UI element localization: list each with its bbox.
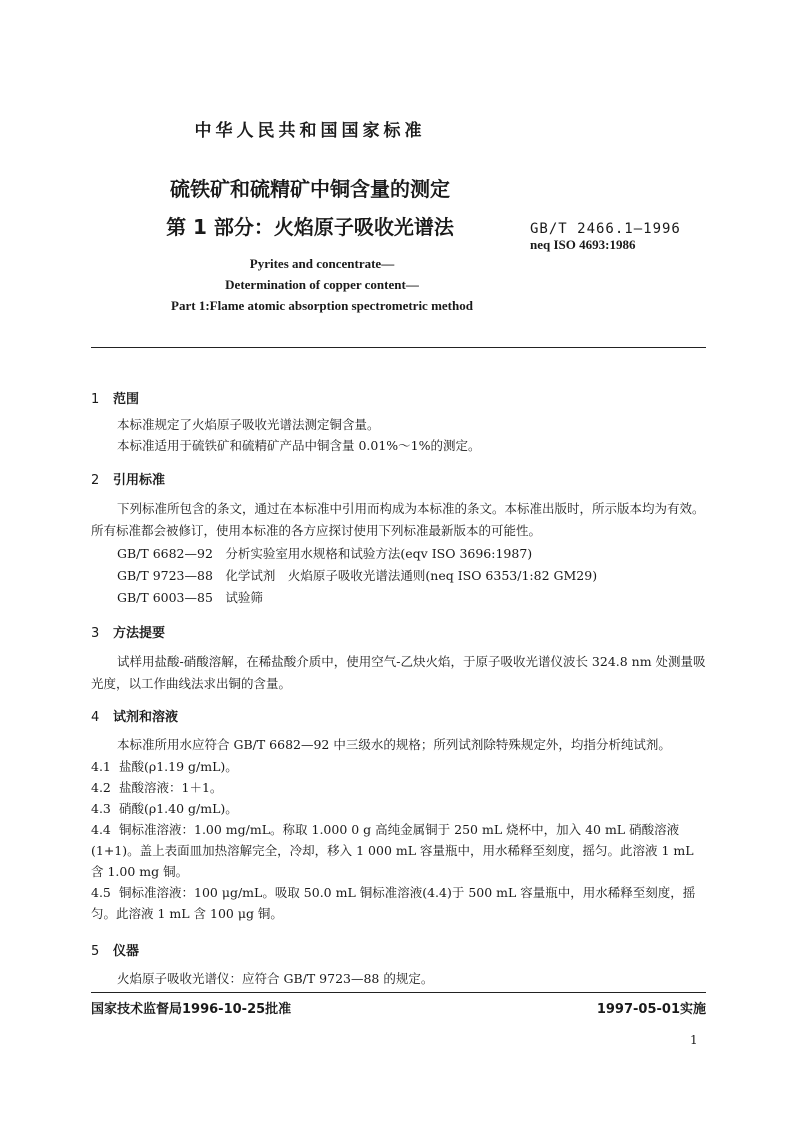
item-number: 4.2 <box>91 780 111 795</box>
reference-gb6682: GB/T 6682—92 分析实验室用水规格和试验方法(eqv ISO 3696:1987) <box>117 546 533 561</box>
section-2-paragraph-text: 下列标准所包含的条文，通过在本标准中引用而构成为本标准的条文。本标准出版时，所示版本均为有效。所有标准都会被修订，使用本标准的各方应探讨使用下列标准最新版本的可能性。 <box>91 501 705 538</box>
page-number: 1 <box>690 1033 698 1047</box>
section-3-heading <box>91 622 165 641</box>
section-number: 2 <box>91 473 100 488</box>
item-number: 4.5 <box>91 885 111 900</box>
item-number: 4.4 <box>91 822 111 837</box>
section-1-heading <box>91 388 139 407</box>
section-title: 范围 <box>113 392 140 407</box>
section-2-paragraph <box>91 498 706 542</box>
document-title-line2: 第 1 部分：火焰原子吸收光谱法 <box>166 215 454 239</box>
section-3-paragraph-text: 试样用盐酸-硝酸溶解，在稀盐酸介质中，使用空气-乙炔火焰，于原子吸收光谱仪波长 324.8 nm 处测量吸光度，以工作曲线法求出铜的含量。 <box>91 654 706 691</box>
english-title-line2: Determination of copper content— <box>225 277 419 292</box>
reagent-item-4-2 <box>91 777 706 798</box>
section-number: 5 <box>91 944 100 959</box>
item-text: 盐酸溶液：1＋1。 <box>119 780 223 795</box>
item-text: 铜标准溶液：1.00 mg/mL。称取 1.000 0 g 高纯金属铜于 250 mL 烧杯中，加入 40 mL 硝酸溶液(1+1)。盖上表面皿加热溶解完全，冷却，移入 1 000 mL 容量瓶中，用水稀释至刻度，摇匀。此溶液 1 mL 含 1.00 mg 铜。 <box>91 822 694 879</box>
section-5-heading <box>91 940 139 959</box>
section-title: 仪器 <box>113 944 140 959</box>
section-number: 3 <box>91 626 100 641</box>
section-title: 试剂和溶液 <box>113 710 179 725</box>
effective-date: 1997-05-01实施 <box>596 1002 706 1017</box>
national-standard-heading: 中华人民共和国国家标准 <box>194 121 426 141</box>
item-text: 盐酸(ρ1.19 g/mL)。 <box>119 759 238 774</box>
section-1-line2: 本标准适用于硫铁矿和硫精矿产品中铜含量 0.01%～1%的测定。 <box>117 438 481 453</box>
item-number: 4.1 <box>91 759 111 774</box>
section-3-paragraph <box>91 651 706 695</box>
english-title-line1: Pyrites and concentrate— <box>249 256 395 271</box>
document-title-line1: 硫铁矿和硫精矿中铜含量的测定 <box>170 177 450 201</box>
section-2-heading <box>91 469 165 488</box>
section-title: 方法提要 <box>113 626 166 641</box>
english-title-line3: Part 1:Flame atomic absorption spectrometric method <box>171 298 473 313</box>
reagent-item-4-4 <box>91 819 706 882</box>
section-4-intro: 本标准所用水应符合 GB/T 6682—92 中三级水的规格；所列试剂除特殊规定外，均指分析纯试剂。 <box>117 737 671 752</box>
item-text: 硝酸(ρ1.40 g/mL)。 <box>119 801 238 816</box>
reagent-item-4-1 <box>91 756 706 777</box>
reagent-item-4-5 <box>91 882 706 924</box>
standard-equivalence: neq ISO 4693:1986 <box>530 237 636 252</box>
section-1-line1: 本标准规定了火焰原子吸收光谱法测定铜含量。 <box>117 417 380 432</box>
section-number: 4 <box>91 710 100 725</box>
reagent-item-4-3 <box>91 798 706 819</box>
item-text: 铜标准溶液：100 μg/mL。吸取 50.0 mL 铜标准溶液(4.4)于 500 mL 容量瓶中，用水稀释至刻度，摇匀。此溶液 1 mL 含 100 μg 铜。 <box>91 885 696 921</box>
approval-date: 国家技术监督局1996-10-25批准 <box>91 1002 292 1017</box>
section-4-heading <box>91 706 178 725</box>
item-number: 4.3 <box>91 801 111 816</box>
section-number: 1 <box>91 392 100 407</box>
reference-gb9723: GB/T 9723—88 化学试剂 火焰原子吸收光谱法通则(neq ISO 6353/1:82 GM29) <box>117 568 598 583</box>
section-title: 引用标准 <box>113 473 166 488</box>
reference-gb6003: GB/T 6003—85 试验筛 <box>117 590 263 605</box>
footer-divider <box>91 992 706 993</box>
standard-code: GB/T 2466.1—1996 <box>530 221 681 237</box>
header-divider <box>91 347 706 348</box>
section-5-line: 火焰原子吸收光谱仪：应符合 GB/T 9723—88 的规定。 <box>117 971 434 986</box>
